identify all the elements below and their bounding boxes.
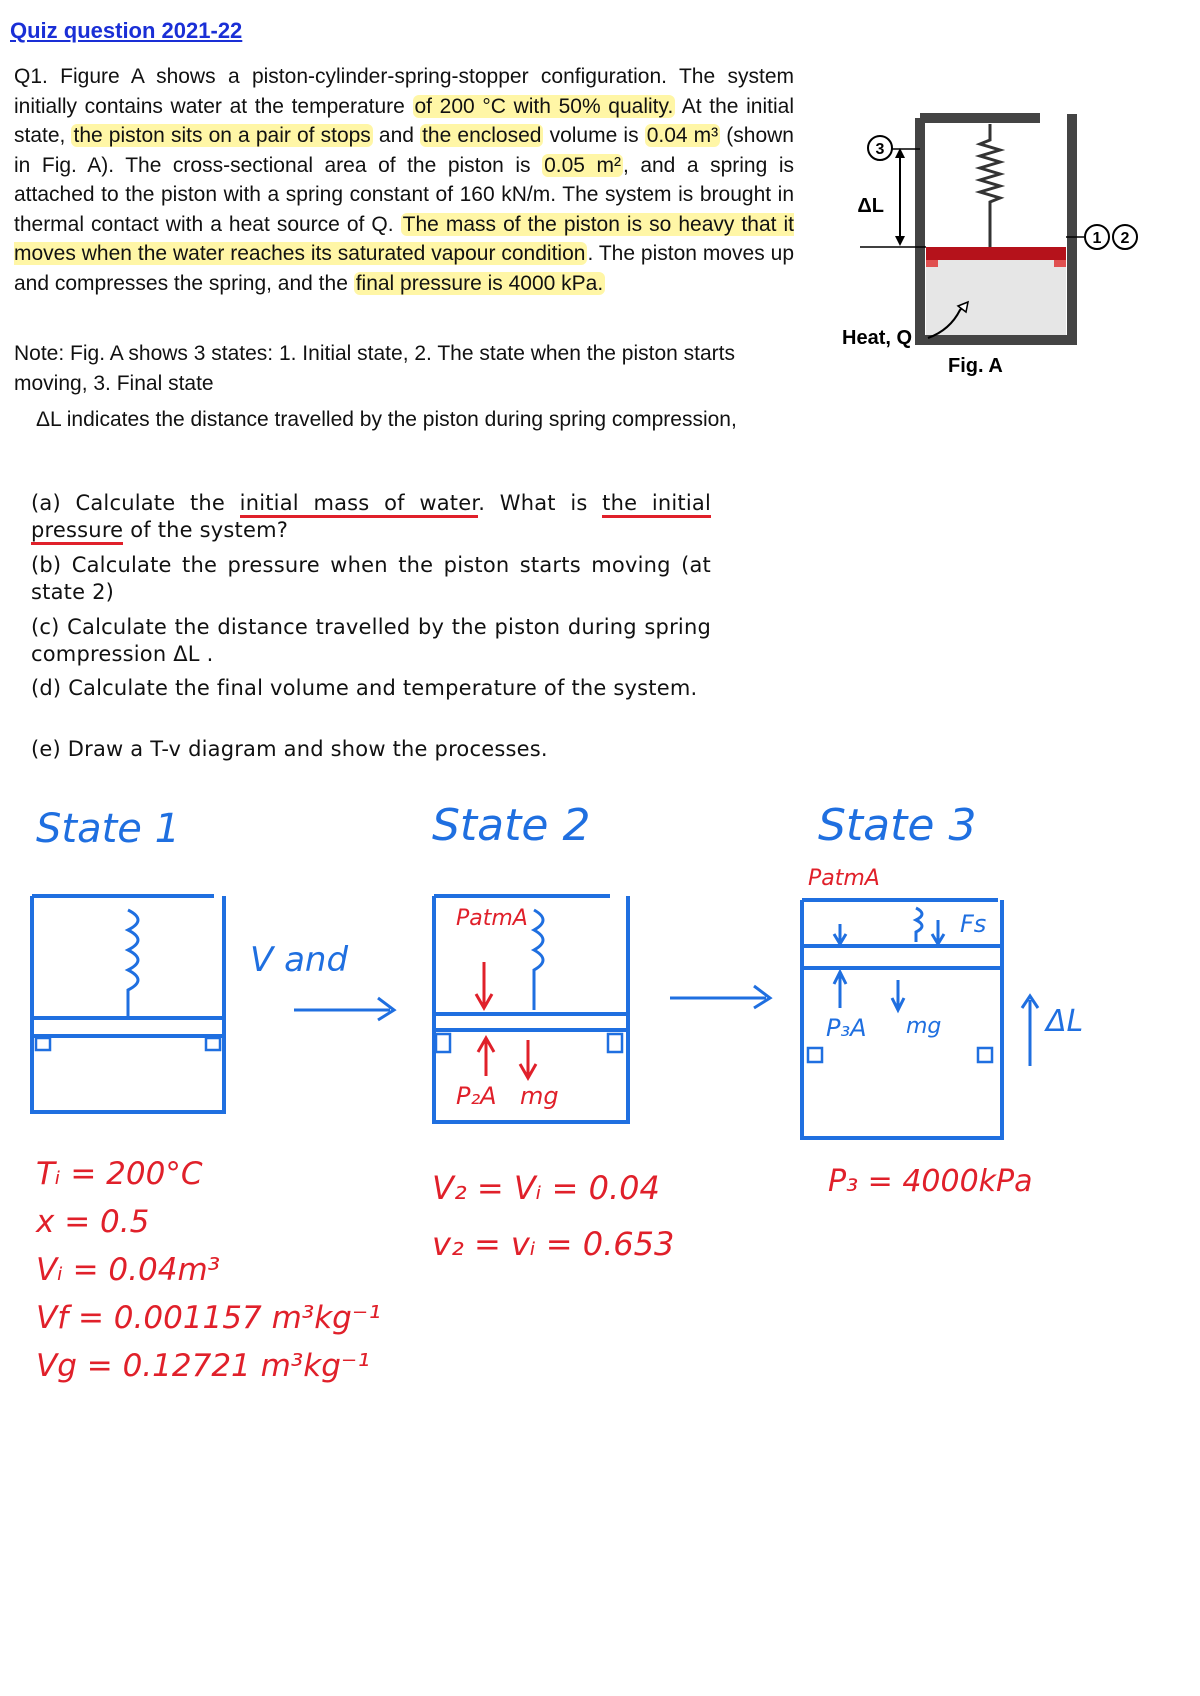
delta-l-label: ΔL: [857, 195, 884, 217]
highlight: of 200 °C with 50% quality.: [414, 94, 674, 118]
figure-caption: Fig. A: [948, 355, 1003, 377]
arrow-up-icon: [834, 972, 846, 1008]
spring: [534, 910, 543, 1010]
arrow-right-icon: [670, 986, 770, 1008]
stop-right: [608, 1034, 622, 1052]
force-label: P₃A: [826, 1014, 867, 1042]
stop-right: [978, 1048, 992, 1062]
force-label: mg: [906, 1014, 942, 1039]
part-c: (c) Calculate the distance travelled by the piston during spring compression ΔL .: [31, 615, 711, 666]
arrow-up-icon: [478, 1038, 494, 1076]
state-1-sketch: [28, 890, 228, 1130]
stop-left: [436, 1034, 450, 1052]
process-arrow-1: [290, 990, 410, 1030]
volume-value: Vᵢ = 0.04m³: [36, 1252, 221, 1288]
force-label: PatmA: [456, 906, 528, 931]
question-text-part: (shown in Fig. A). The cross-sectional area of the piston is: [14, 124, 794, 177]
question-text: [14, 62, 794, 298]
spring: [916, 908, 922, 942]
highlight: final pressure is 4000 kPa.: [355, 271, 604, 295]
stop-left: [808, 1048, 822, 1062]
arrow-down-icon: [892, 980, 904, 1010]
state-1-label: 1: [1092, 230, 1102, 247]
part-d: (d) Calculate the final volume and temperature of the system.: [31, 676, 698, 700]
underlined-text: initial mass of water: [240, 491, 479, 518]
part-e: (e) Draw a T-v diagram and show the processes.: [31, 737, 548, 761]
process-arrow-2: [666, 978, 786, 1018]
underlined-text: the initial pressure: [31, 491, 711, 545]
question-text-part: and: [372, 124, 421, 147]
stop-right: [206, 1038, 220, 1050]
arrow-down-icon: [476, 962, 492, 1008]
part-a-text: (a) Calculate the: [31, 491, 240, 515]
part-a: [31, 490, 711, 544]
water-region: [926, 260, 1066, 335]
temperature-value: Tᵢ = 200°C: [36, 1156, 203, 1192]
stop-left: [36, 1038, 50, 1050]
state-1-heading: State 1: [36, 806, 181, 852]
question-text-part: At the initial state,: [14, 94, 794, 147]
stop-right: [1054, 260, 1066, 267]
delta-l-label: ΔL: [1046, 1004, 1084, 1039]
state-3-label: 3: [875, 141, 885, 158]
arrow-label: V and: [250, 940, 349, 980]
piston: [926, 247, 1066, 260]
highlight: 0.04 m³: [646, 124, 719, 147]
arrow-down-icon: [932, 920, 944, 944]
vf-value: Vf = 0.001157 m³kg⁻¹: [36, 1300, 381, 1336]
highlight: 0.05 m²: [544, 153, 621, 177]
state-2-heading: State 2: [432, 800, 591, 851]
arrow-down-icon: [895, 236, 905, 246]
highlight: the enclosed: [422, 124, 542, 147]
part-a-text: of the system?: [123, 518, 289, 542]
arrow-right-icon: [294, 998, 394, 1020]
force-label: PatmA: [808, 866, 880, 891]
note-text: Note: Fig. A shows 3 states: 1. Initial state, 2. The state when the piston starts moving, 3. Final state: [14, 342, 735, 395]
arrow-down-icon: [834, 924, 846, 944]
delta-note: ΔL indicates the distance travelled by the piston during spring compression,: [36, 408, 737, 431]
specific-volume-value: v₂ = vᵢ = 0.653: [432, 1225, 675, 1263]
vg-value: Vg = 0.12721 m³kg⁻¹: [36, 1348, 370, 1384]
part-b: (b) Calculate the pressure when the piston starts moving (at state 2): [31, 553, 711, 604]
stop-left: [926, 260, 938, 267]
quality-value: x = 0.5: [36, 1204, 150, 1240]
volume-value: V₂ = Vᵢ = 0.04: [432, 1169, 660, 1207]
final-pressure-value: P₃ = 4000kPa: [828, 1164, 1033, 1199]
question-text-part: volume is: [543, 124, 645, 147]
state-2-values: [432, 1160, 674, 1272]
figure-a: [840, 100, 1170, 420]
part-a-text: . What is: [478, 491, 603, 515]
state-1-values: [36, 1150, 381, 1390]
state-3-heading: State 3: [818, 800, 977, 851]
force-label: mg: [520, 1082, 559, 1110]
spring: [128, 910, 138, 1018]
page-title[interactable]: Quiz question 2021-22: [10, 18, 243, 43]
highlight: The mass of the piston is so heavy that it moves when the water reaches its saturated vapour condition: [14, 212, 794, 265]
arrow-down-icon: [520, 1040, 536, 1078]
force-label: Fs: [960, 910, 987, 938]
spring: [980, 124, 1000, 247]
force-label: P₂A: [456, 1082, 497, 1110]
question-text-part: , and a spring is attached to the piston with a spring constant of 160 kN/m. The system is brought in thermal contact with a heat source of Q.: [14, 153, 794, 236]
question-text-part: Q1. Figure A shows a piston-cylinder-spring-stopper configuration. The system initially contains water at the temperature: [14, 65, 794, 118]
question-text-part: . The piston moves up and compresses the spring, and the: [14, 242, 794, 295]
highlight: the piston sits on a pair of stops: [73, 124, 371, 147]
heat-label: Heat, Q: [842, 327, 913, 349]
state-2-label: 2: [1120, 230, 1130, 247]
